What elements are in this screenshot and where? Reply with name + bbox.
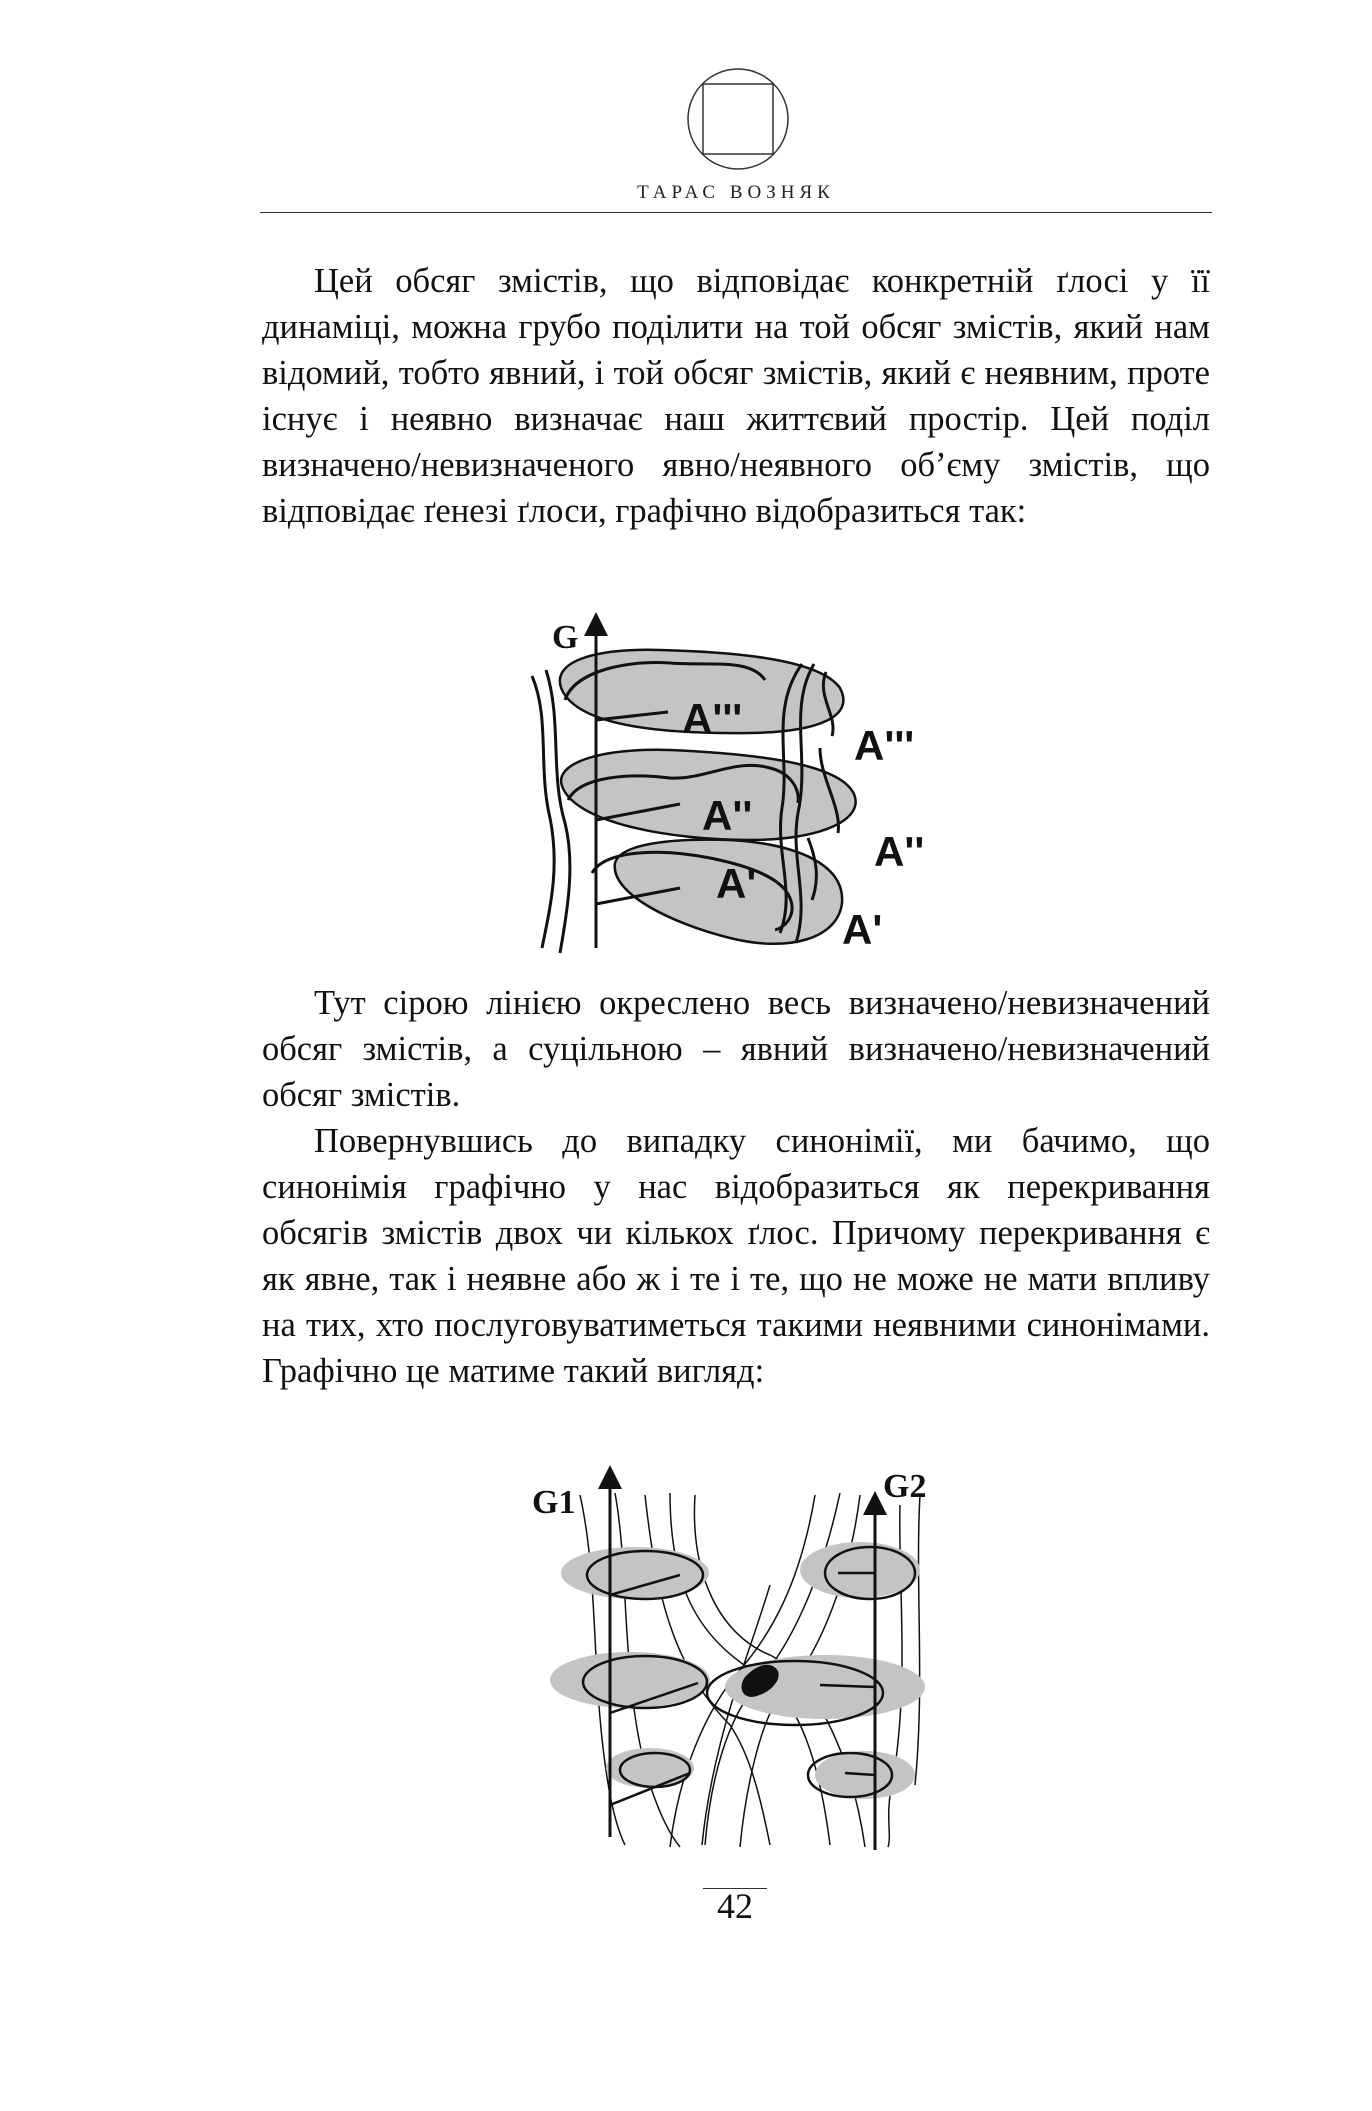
- outer-label-a2: A'': [874, 828, 925, 875]
- paragraph-3: [262, 1118, 1210, 1394]
- paragraph-1: [262, 258, 1210, 534]
- g1-volume-top: [561, 1547, 709, 1599]
- g2-volume-middle: [707, 1655, 925, 1725]
- outer-label-a3: A''': [854, 722, 915, 769]
- g1-volume-bottom: [606, 1748, 694, 1788]
- header-rule: [260, 212, 1212, 213]
- inner-label-a2: A'': [702, 792, 753, 839]
- g-axis-label: G: [552, 619, 579, 656]
- genesis-diagram: [520, 608, 950, 968]
- paragraph-2-text: Тут сірою лінією окреслено весь визначено/невизначений обсяг змістів, а суцільною – явний визначено/невизначений обсяг змістів.: [262, 984, 1210, 1114]
- page-number: 42: [717, 1886, 753, 1926]
- g2-axis-label: G2: [883, 1468, 927, 1505]
- g1-volume-middle: [550, 1652, 710, 1708]
- inner-label-a3: A''': [682, 695, 743, 742]
- running-head: ТАРАС ВОЗНЯК: [637, 182, 835, 203]
- outer-label-a1: A': [842, 906, 883, 953]
- paragraph-1-text: Цей обсяг змістів, що відповідає конкретній ґлосі у її динаміці, можна грубо поділити на той обсяг змістів, який нам відомий, тобто явний, і той обсяг змістів, який є неявним, проте існує і неявно визначає наш життєвий простір. Цей поділ визначено/невизначеного явно/неявного об’єму змістів, що відповідає ґенезі ґлоси, графічно відобразиться так:: [262, 262, 1210, 530]
- paragraph-2: [262, 980, 1210, 1118]
- inner-label-a1: A': [716, 860, 757, 907]
- circle-square-logo-icon: [684, 66, 792, 172]
- synonymy-diagram: [520, 1465, 950, 1850]
- g2-volume-top: [800, 1542, 920, 1599]
- paragraph-3-text: Повернувшись до випадку синонімії, ми бачимо, що синонімія графічно у нас відобразиться як перекривання обсягів змістів двох чи кількох ґлос. Причому перекривання є як явне, так і неявне або ж і те і те, що не може не мати впливу на тих, хто послуговуватиметься такими неявними синонімами. Графічно це матиме такий вигляд:: [262, 1122, 1210, 1390]
- g1-axis-label: G1: [532, 1484, 576, 1521]
